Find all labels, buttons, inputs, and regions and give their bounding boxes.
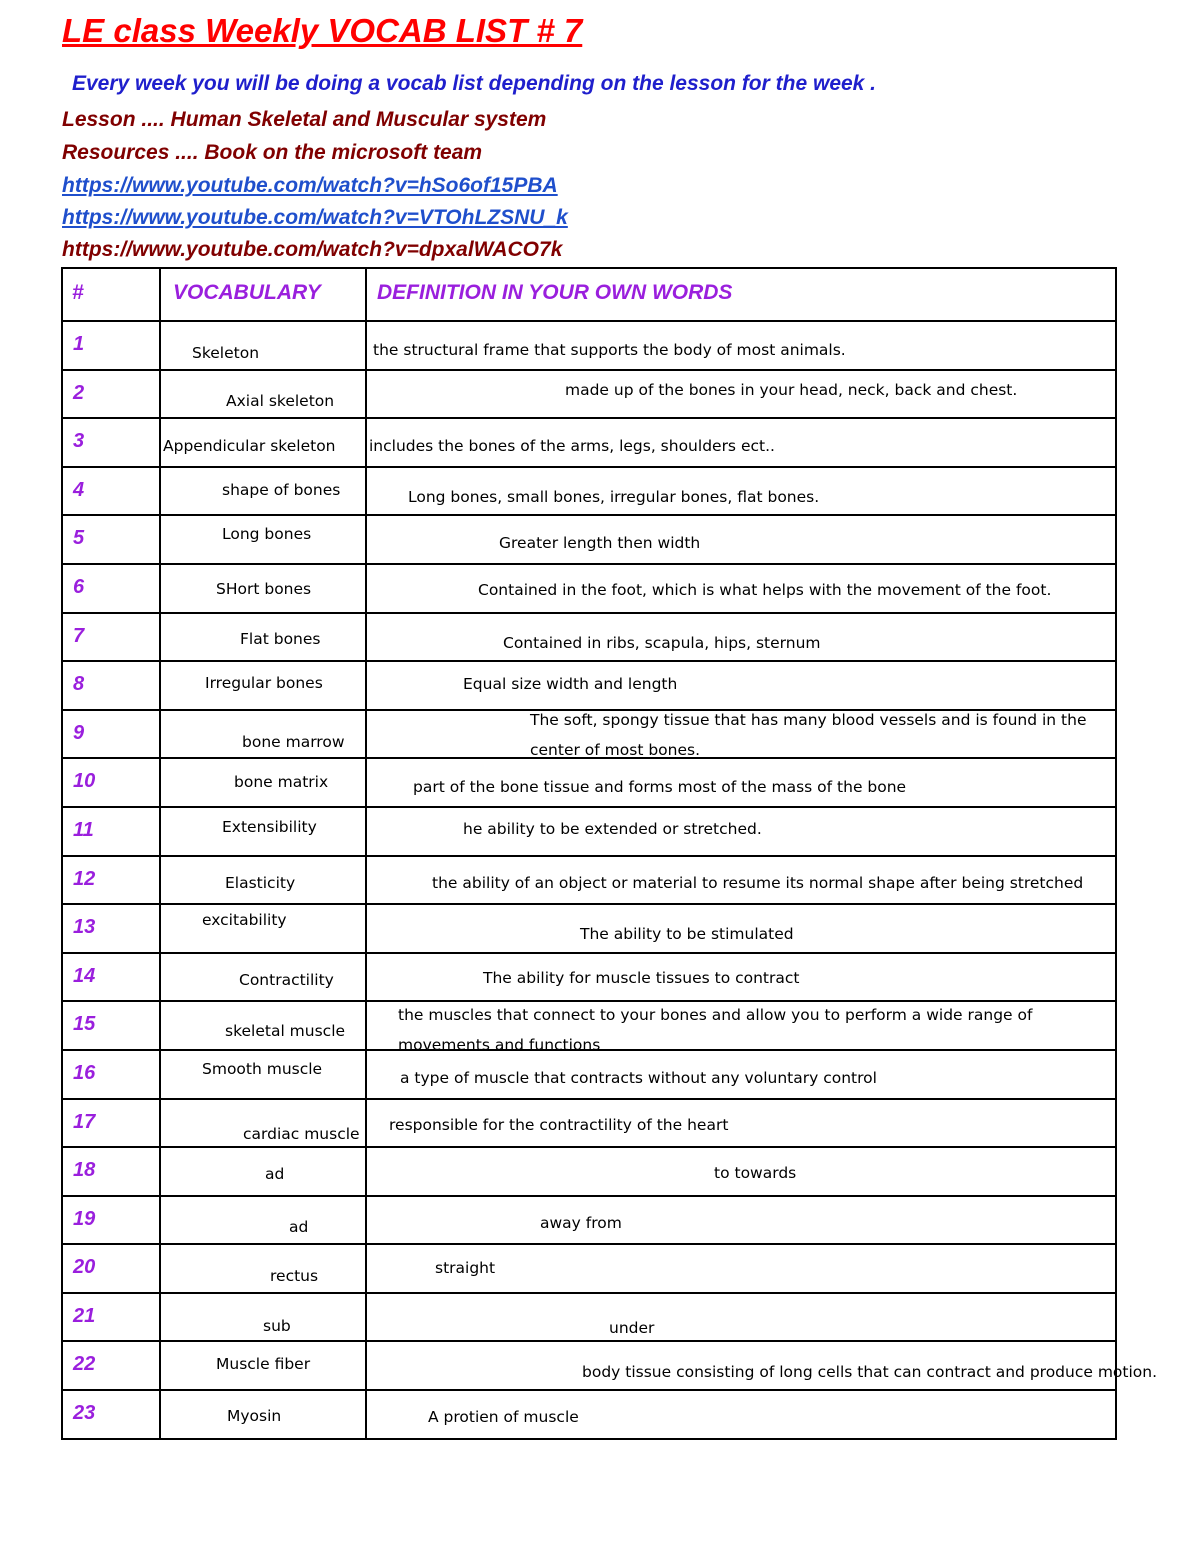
cell-number [62,1050,160,1099]
vocab-word: bone marrow [242,732,345,751]
table-row [62,1244,1116,1293]
row-number: 1 [73,333,85,355]
vocab-word: skeletal muscle [225,1022,346,1041]
row-number: 21 [73,1304,96,1327]
table-header-row [62,268,1116,321]
table-row [62,1147,1116,1196]
cell-vocabulary [160,758,366,807]
vocab-word: ad [265,1165,285,1184]
cell-number [62,904,160,953]
row-number: 5 [73,527,85,550]
cell-vocabulary [160,807,366,856]
cell-number [62,1001,160,1050]
vocab-definition: under [609,1318,655,1337]
cell-definition [366,370,1116,419]
table-row [62,321,1116,370]
table-row [62,1099,1116,1148]
cell-number [62,370,160,419]
vocab-word: excitability [202,911,287,930]
cell-definition [366,710,1116,759]
vocab-definition: The ability to be stimulated [580,925,794,944]
vocab-definition: A protien of muscle [428,1408,579,1427]
cell-definition [366,1050,1116,1099]
row-number: 6 [73,575,85,598]
cell-number [62,467,160,516]
table-row [62,758,1116,807]
row-number: 7 [73,624,85,647]
vocab-definition: made up of the bones in your head, neck, back and chest. [565,380,1018,399]
cell-number [62,1244,160,1293]
row-number: 18 [73,1159,96,1182]
cell-definition [366,418,1116,467]
cell-number [62,418,160,467]
vocab-definition: The ability for muscle tissues to contract [483,968,800,987]
row-number: 11 [73,818,94,841]
header-cell-vocab [160,268,366,321]
vocab-definition: Long bones, small bones, irregular bones, flat bones. [408,487,820,506]
cell-number [62,613,160,662]
vocab-word: Axial skeleton [226,391,335,410]
cell-number [62,710,160,759]
vocab-word: Smooth muscle [202,1059,323,1078]
vocab-definition: responsible for the contractility of the heart [389,1115,729,1134]
cell-definition [366,661,1116,710]
row-number: 19 [73,1207,96,1230]
vocab-word: Flat bones [240,629,321,648]
vocab-word: Contractility [239,970,334,989]
cell-definition [366,1099,1116,1148]
vocab-word: Muscle fiber [216,1355,311,1374]
vocab-word: Elasticity [225,873,296,892]
cell-vocabulary [160,1147,366,1196]
cell-number [62,564,160,613]
vocab-definition: straight [435,1259,496,1278]
vocab-definition: the structural frame that supports the body of most animals. [373,341,846,359]
cell-vocabulary [160,418,366,467]
cell-definition [366,758,1116,807]
table-row [62,1293,1116,1342]
table-row [62,1050,1116,1099]
youtube-link-2[interactable]: https://www.youtube.com/watch?v=VTOhLZSNU_k [62,206,568,229]
table-row [62,467,1116,516]
vocab-word: Long bones [222,525,312,544]
cell-number [62,856,160,905]
cell-vocabulary [160,564,366,613]
table-row [62,1001,1116,1050]
cell-vocabulary [160,1099,366,1148]
resources-line: Resources .... Book on the microsoft team [62,141,483,164]
cell-vocabulary [160,1390,366,1439]
cell-definition [366,564,1116,613]
cell-number [62,1147,160,1196]
table-row [62,904,1116,953]
table-row [62,370,1116,419]
cell-vocabulary [160,856,366,905]
table-row [62,564,1116,613]
row-number: 13 [73,916,96,939]
vocab-definition: Contained in the foot, which is what helps with the movement of the foot. [478,580,1052,599]
row-number: 10 [73,770,96,793]
vocab-definition: includes the bones of the arms, legs, shoulders ect.. [369,437,775,456]
cell-vocabulary [160,661,366,710]
cell-definition [366,953,1116,1002]
row-number: 22 [73,1353,96,1376]
cell-definition [366,1001,1116,1055]
cell-number [62,1341,160,1390]
table-row [62,418,1116,467]
header-definition: DEFINITION IN YOUR OWN WORDS [377,281,733,304]
cell-vocabulary [160,710,366,759]
cell-vocabulary [160,515,366,564]
row-number: 12 [73,867,96,890]
cell-number [62,1390,160,1439]
cell-number [62,321,160,370]
vocab-word: Irregular bones [205,674,323,693]
table-row [62,515,1116,564]
table-row [62,1196,1116,1245]
vocab-word: Skeleton [192,344,260,362]
row-number: 8 [73,673,85,696]
header-cell-definition [366,268,1116,321]
vocab-definition: Equal size width and length [463,675,678,694]
cell-vocabulary [160,1341,366,1390]
cell-definition [366,1390,1116,1439]
cell-definition [366,467,1116,516]
cell-vocabulary [160,613,366,662]
cell-definition [366,613,1116,662]
vocab-word: rectus [270,1267,319,1286]
header-vocabulary: VOCABULARY [173,281,321,304]
cell-number [62,1099,160,1148]
cell-definition [366,807,1116,856]
vocab-definition: away from [540,1213,622,1232]
row-number: 9 [73,721,85,744]
cell-vocabulary [160,1244,366,1293]
vocab-table [61,267,1158,1440]
table-row [62,807,1116,856]
row-number: 2 [73,381,85,404]
cell-vocabulary [160,321,366,370]
table-row [62,661,1116,710]
table-row [62,856,1116,905]
vocab-word: Appendicular skeleton [163,437,336,456]
cell-number [62,515,160,564]
cell-definition [366,856,1116,905]
row-number: 15 [73,1013,96,1036]
cell-number [62,661,160,710]
vocab-word: bone matrix [234,773,329,792]
vocab-definition: he ability to be extended or stretched. [463,819,762,838]
vocab-definition: Greater length then width [499,534,701,553]
cell-definition [366,904,1116,953]
vocab-definition: body tissue consisting of long cells that can contract and produce motion. [582,1363,1158,1382]
cell-vocabulary [160,1293,366,1342]
table-row [62,613,1116,662]
vocab-definition: The soft, spongy tissue that has many blood vessels and is found in the center of most bones. [530,710,1087,759]
header-num: # [72,281,84,304]
vocab-definition: Contained in ribs, scapula, hips, sternum [503,633,821,652]
lesson-line: Lesson .... Human Skeletal and Muscular system [62,108,547,131]
vocab-word: Myosin [227,1407,282,1426]
table-row [62,953,1116,1002]
cell-definition [366,1147,1116,1196]
cell-definition [366,1341,1158,1390]
cell-vocabulary [160,467,366,516]
cell-vocabulary [160,953,366,1002]
vocab-word: cardiac muscle [243,1124,360,1143]
vocab-word: sub [263,1316,291,1335]
vocab-definition: the muscles that connect to your bones and allow you to perform a wide range of movements and functions [398,1006,1033,1055]
row-number: 14 [73,964,96,987]
cell-definition [366,321,1116,370]
vocab-definition: part of the bone tissue and forms most of the mass of the bone [413,778,907,797]
vocab-word: Extensibility [222,817,317,836]
table-row [62,710,1116,759]
intro-text: Every week you will be doing a vocab list depending on the lesson for the week . [72,72,877,95]
youtube-link-1[interactable]: https://www.youtube.com/watch?v=hSo6of15PBA [62,174,558,197]
vocab-word: ad [289,1217,309,1236]
cell-vocabulary [160,1050,366,1099]
cell-vocabulary [160,1001,366,1050]
row-number: 16 [73,1061,96,1084]
cell-vocabulary [160,1196,366,1245]
vocab-word: shape of bones [222,480,341,499]
vocab-word: SHort bones [216,579,312,598]
row-number: 23 [73,1402,96,1425]
cell-definition [366,1293,1116,1342]
header-cell-num [62,268,160,321]
cell-number [62,953,160,1002]
cell-number [62,1196,160,1245]
row-number: 17 [73,1110,96,1133]
table-row [62,1390,1116,1439]
cell-vocabulary [160,370,366,419]
cell-vocabulary [160,904,366,953]
cell-number [62,807,160,856]
cell-number [62,1293,160,1342]
table-row [62,1341,1116,1390]
vocab-definition: to towards [714,1164,797,1183]
vocab-definition: a type of muscle that contracts without any voluntary control [400,1068,877,1087]
vocab-definition: the ability of an object or material to resume its normal shape after being stretched [432,873,1084,892]
youtube-link-3: https://www.youtube.com/watch?v=dpxalWACO7k [62,238,563,261]
row-number: 20 [73,1256,96,1279]
cell-number [62,758,160,807]
row-number: 4 [73,478,85,501]
row-number: 3 [73,430,85,453]
cell-definition [366,515,1116,564]
cell-definition [366,1244,1116,1293]
page-title: LE class Weekly VOCAB LIST # 7 [62,12,583,49]
cell-definition [366,1196,1116,1245]
